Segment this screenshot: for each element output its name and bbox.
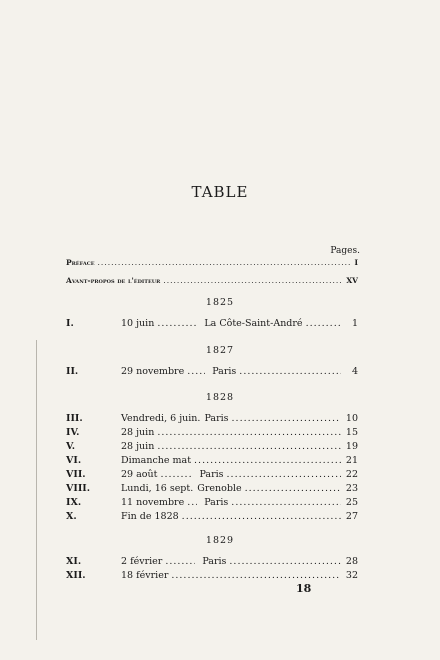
toc-entry [66,366,358,380]
dot-leader [157,441,341,452]
toc-entry [66,497,358,511]
dot-leader [157,318,197,329]
entry-date: Vendredi, 6 juin. [121,413,201,424]
toc-front-label: Avant-propos de l'éditeur [66,276,161,285]
dot-leader [187,366,205,377]
entry-number: IV. [66,427,80,438]
entry-page: 28 [345,556,358,567]
dot-leader [157,427,341,438]
page-title: TABLE [191,183,249,201]
toc-entry [66,455,358,469]
entry-number: X. [66,511,77,522]
entry-date: 29 novembre [121,366,185,377]
toc-entry [66,511,358,525]
dot-leader [229,556,341,567]
entry-page: 1 [351,318,358,329]
entry-page: 22 [345,469,358,480]
entry-date: 28 juin [121,427,155,438]
dot-leader [98,258,352,267]
entry-number: IX. [66,497,82,508]
entry-place: Paris [204,413,229,424]
entry-page: 25 [345,497,358,508]
entry-date: 11 novembre [121,497,185,508]
toc-front-page: XV [346,276,358,285]
entry-date: 28 juin [121,441,155,452]
dot-leader [171,570,341,581]
entry-page: 32 [345,570,358,581]
toc-entry [66,427,358,441]
entry-date: 18 février [121,570,169,581]
dot-leader [194,455,341,466]
entry-number: XII. [66,570,86,581]
entry-page: 23 [345,483,358,494]
entry-date: Fin de 1828 [121,511,179,522]
toc-entry [66,570,358,584]
toc-entry [66,318,358,332]
entry-place: Paris [212,366,237,377]
entry-number: III. [66,413,83,424]
dot-leader [239,366,341,377]
entry-date: 10 juin [121,318,155,329]
entry-page: 15 [345,427,358,438]
dot-leader [232,413,341,424]
entry-place: Paris [204,497,229,508]
dot-leader [306,318,341,329]
page-folio-number: 18 [296,582,312,595]
entry-number: VI. [66,455,82,466]
dot-leader [182,511,341,522]
entry-page: 10 [345,413,358,424]
entry-number: V. [66,441,76,452]
toc-entry [66,556,358,570]
year-heading: 1829 [205,535,235,546]
dot-leader [227,469,341,480]
year-heading: 1825 [205,297,235,308]
toc-entry [66,483,358,497]
entry-number: XI. [66,556,82,567]
dot-leader [245,483,341,494]
dot-leader [231,497,341,508]
entry-date: 29 août [121,469,158,480]
pages-column-label: Pages. [330,246,360,256]
entry-number: II. [66,366,79,377]
entry-page: 19 [345,441,358,452]
dot-leader [160,469,192,480]
entry-place: Paris [199,469,224,480]
entry-date: Dimanche mat [121,455,192,466]
toc-front-label: Préface [66,258,95,267]
toc-entry [66,469,358,483]
entry-date: 2 février [121,556,163,567]
toc-front-preface [66,258,358,272]
entry-page: 4 [351,366,358,377]
entry-number: VIII. [66,483,91,494]
year-heading: 1828 [205,392,235,403]
year-heading: 1827 [205,345,235,356]
toc-entry [66,441,358,455]
entry-date: Lundi, 16 sept. [121,483,194,494]
entry-place: La Côte-Saint-André [204,318,303,329]
entry-place: Grenoble [197,483,242,494]
entry-page: 21 [345,455,358,466]
entry-number: I. [66,318,74,329]
entry-number: VII. [66,469,86,480]
dot-leader [187,497,197,508]
entry-page: 27 [345,511,358,522]
page-binding-line [36,340,37,640]
entry-place: Paris [202,556,227,567]
dot-leader [163,276,343,285]
dot-leader [165,556,195,567]
toc-front-avant-propos [66,276,358,290]
toc-entry [66,413,358,427]
toc-front-page: I [354,258,358,267]
